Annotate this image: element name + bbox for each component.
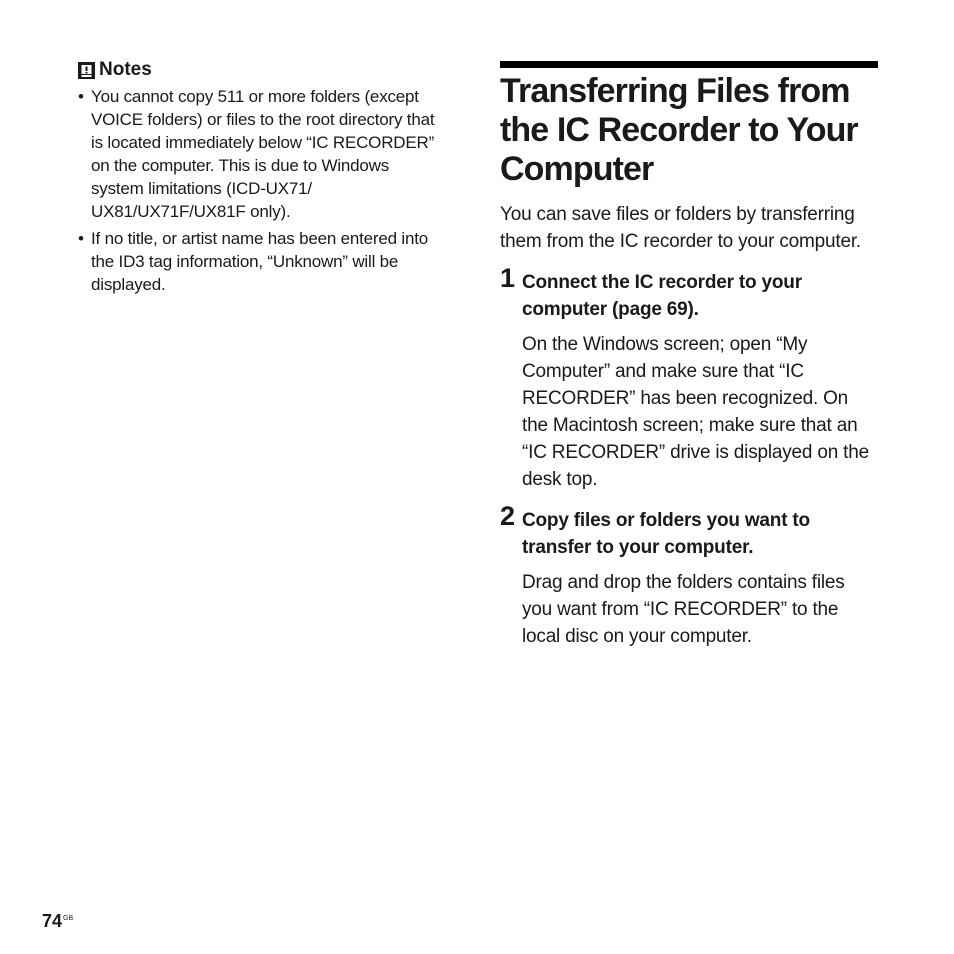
notes-heading: [78, 58, 446, 82]
step-heading: Connect the IC recorder to your computer (page 69).: [522, 272, 802, 320]
notes-section: [78, 58, 446, 300]
notes-list: [78, 85, 446, 296]
note-text: If no title, or artist name has been entered into the ID3 tag information, “Unknown” will be displayed.: [91, 229, 429, 294]
page-number-value: 74: [42, 911, 63, 931]
page-title: Transferring Files from the IC Recorder to Your Computer: [500, 72, 858, 188]
bullet-icon: •: [78, 87, 84, 106]
step-number: 2: [500, 501, 516, 531]
page-number: [42, 908, 73, 932]
note-item: [78, 227, 446, 296]
step-number: 1: [500, 263, 516, 293]
bullet-icon: •: [78, 229, 84, 248]
note-warning-icon: [78, 62, 95, 79]
step-body: Drag and drop the folders contains files you want from “IC RECORDER” to the local disc on your computer.: [522, 572, 845, 647]
note-item: [78, 85, 446, 223]
transfer-section: [500, 61, 878, 664]
step-body: On the Windows screen; open “My Computer” and make sure that “IC RECORDER” has been recognized. On the Macintosh screen; make sure that an “IC RECORDER” drive is displayed on the desk top.: [522, 334, 869, 490]
page-region-label: GB: [63, 915, 74, 922]
note-text: You cannot copy 511 or more folders (except VOICE folders) or files to the root directory that is located immediately below “IC RECORDER” on the computer. This is due to Windows system limitations (ICD-UX71/ UX81/UX71F/UX81F only).: [91, 87, 435, 221]
intro-text: You can save files or folders by transferring them from the IC recorder to your computer.: [500, 204, 861, 252]
step-heading: Copy files or folders you want to transfer to your computer.: [522, 510, 810, 558]
title-rule: [500, 61, 878, 68]
step-1: [500, 263, 878, 493]
notes-title: Notes: [99, 59, 152, 80]
step-2: [500, 501, 878, 650]
